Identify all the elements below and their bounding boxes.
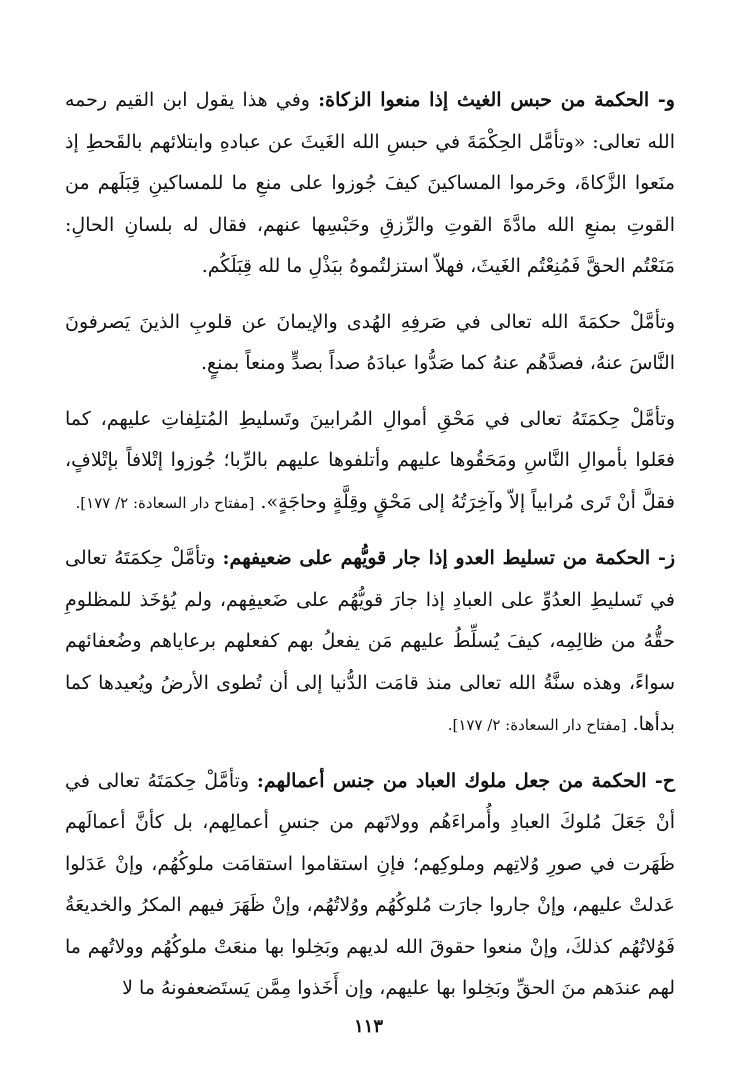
paragraph-guidance	[65, 302, 675, 385]
paragraph-usury	[65, 399, 675, 525]
section-heading-ha: ح- الحكمة من جعل ملوك العباد من جنس أعمالهم:	[256, 769, 675, 792]
section-heading-zay: ز- الحكمة من تسليط العدو إذا جار قويُّهم على ضعيفهم:	[222, 547, 676, 569]
paragraph-text: وفي هذا يقول ابن القيم رحمه الله تعالى: «وتأمَّل الحِكْمَةَ في حبسِ الله الغَيثَ عن عبادهِ وابتلائهم بالقَحطِ إذ منَعوا الزَّكاةَ، وحَرموا المساكينَ كيفَ جُوزوا على منعِ ما للمساكينِ قِبَلَهم من القوتِ بمنعِ الله مادَّةَ القوتِ والرِّزقِ وحَبْسِها عنهم، فقال له بلسانِ الحالِ: مَنَعْتُم الحقَّ فَمُنِعْتُم الغَيثَ، فهلاّ استزلتُموهُ ببَذْلِ ما لله قِبَلَكُم.	[65, 89, 675, 277]
paragraph-enemy	[65, 538, 675, 747]
page-number: ١١٣	[353, 1016, 383, 1037]
paragraph-text: وتأمَّلْ حكمَةَ الله تعالى في صَرفِهِ الهُدى والإيمانَ عن قلوبِ الذينَ يَصرفونَ النَّاسَ عنهُ، فصدَّهُم عنهُ كما صَدُّوا عبادَهُ صداً بصدٍّ ومنعاً بمنعٍ.	[65, 310, 675, 374]
paragraph-text: وتأمَّلْ حِكمَتَهُ تعالى في مَحْقِ أموالِ المُرابينَ وتَسليطِ المُتلِفاتِ عليهم، كما فعَلوا بأموالِ النَّاسِ ومَحَقُوها عليهم وأتلفوها عليهم بالرِّبا؛ جُوزوا إتْلافاً بإتْلافٍ، فقلَّ أنْ تَرى مُرابياً إلاّ وآخِرَتُهُ إلى مَحْقٍ وقِلَّةٍ وحاجَةٍ».	[65, 407, 675, 513]
section-heading-waw: و- الحكمة من حبس الغيث إذا منعوا الزكاة:	[318, 89, 675, 111]
paragraph-kings	[65, 761, 675, 1010]
source-reference: [مفتاح دار السعادة: ٢/ ١٧٧].	[447, 716, 627, 734]
page-body	[65, 80, 675, 1024]
paragraph-text: وتأمَّلْ حِكمَتَهُ تعالى في أنْ جَعَلَ مُلوكَ العبادِ وأُمراءَهُم وولاتَهم من جنسِ أعمالِهم، بل كأنَّ أعمالَهم ظَهَرت في صورِ وُلاتِهم وملوكِهم؛ فإنِ استقاموا استقامَت ملوكُهُم، وإنْ عَدَلوا عَدلتْ عليهم، وإنْ جاروا جارَت مُلوكُهُم ووُلاتُهُم، وإنْ ظَهَرَ فيهم المكرُ والخديعَةُ فَوُلاتُهُم كذلكَ، وإنْ منعوا حقوقَ الله لديهم وبَخِلوا بها منعَتْ ملوكُهُم وولاتُهم ما لهم عندَهم منَ الحقِّ وبَخِلوا بها عليهم، وإن أَخَذوا مِمَّن يَستَضعفونهُ ما لا	[65, 769, 675, 999]
paragraph-text: وتأمَّلْ حِكمَتَهُ تعالى في تَسليطِ العدُوِّ على العبادِ إذا جارَ قويُّهُم على ضَعيفِهم، ولم يُؤخَذ للمظلومِ حقُّهُ من ظالِمِه، كيفَ يُسلِّطُ عليهم مَن يفعلُ بهم كفعلهم برعاياهم وضُعفائهم سواءً، وهذه سنَّةُ الله تعالى منذ قامَت الدُّنيا إلى أن تُطوى الأرضُ ويُعيدها كما بدأها.	[65, 547, 675, 735]
source-reference: [مفتاح دار السعادة: ٢/ ١٧٧].	[75, 493, 255, 512]
paragraph-zakat	[65, 80, 675, 288]
